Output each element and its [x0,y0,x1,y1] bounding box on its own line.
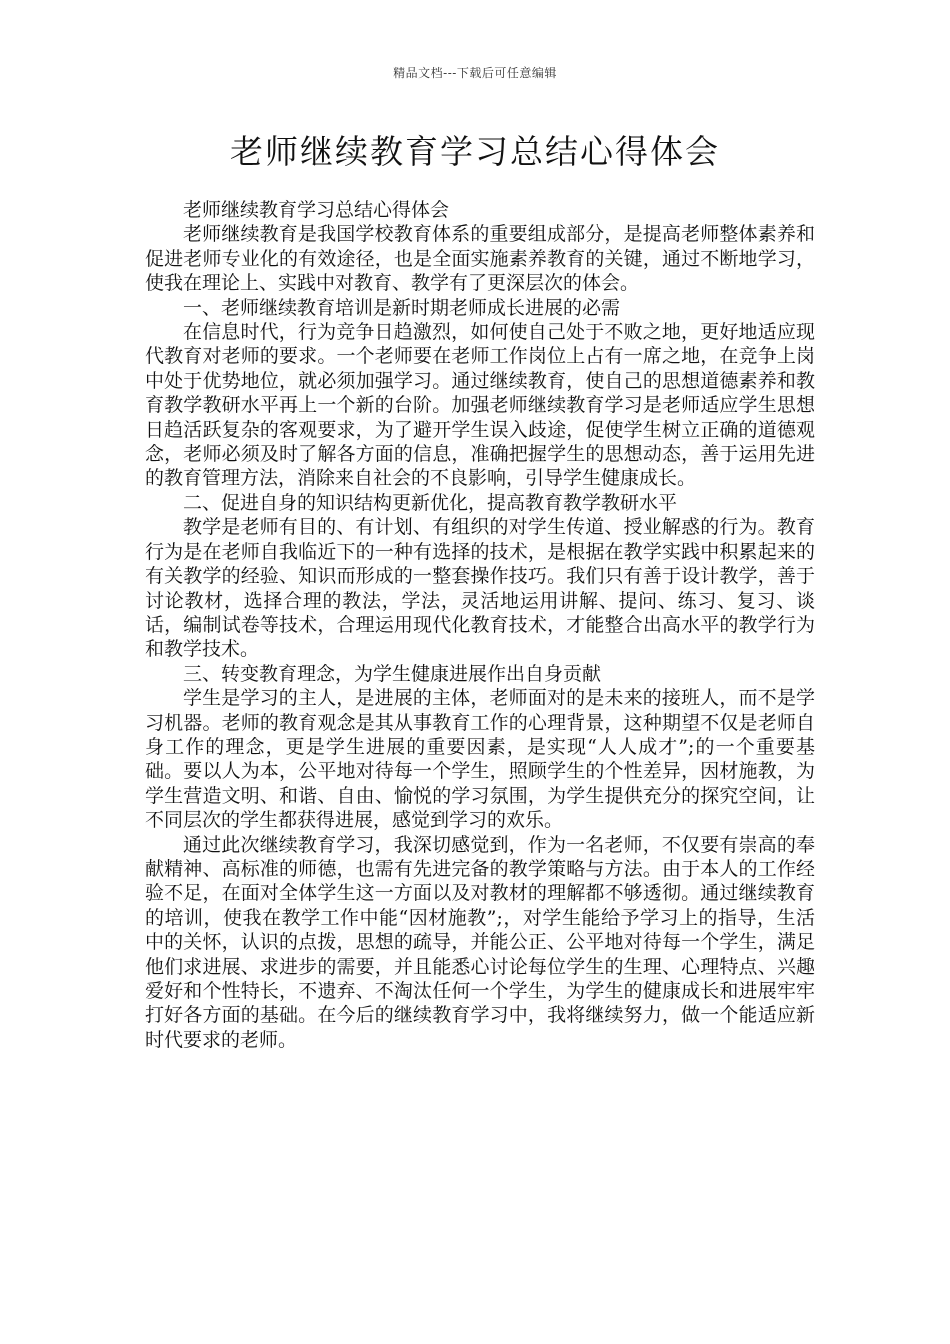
paragraph-intro: 老师继续教育是我国学校教育体系的重要组成部分，是提高老师整体素养和促进老师专业化的有效途径，也是全面实施素养教育的关键，通过不断地学习，使我在理论上、实践中对教育、教学有了更深层次的体会。 [145,223,815,295]
document-body [145,198,815,1052]
paragraph-conclusion: 通过此次继续教育学习，我深切感觉到，作为一名老师，不仅要有崇高的奉献精神、高标准的师德，也需有先进完备的教学策略与方法。由于本人的工作经验不足，在面对全体学生这一方面以及对教材的理解都不够透彻。通过继续教育的培训，使我在教学工作中能“因材施教”;，对学生能给予学习上的指导，生活中的关怀，认识的点拨，思想的疏导，并能公正、公平地对待每一个学生，满足他们求进展、求进步的需要，并且能悉心讨论每位学生的生理、心理特点、兴趣爱好和个性特长，不遗弃、不淘汰任何一个学生，为学生的健康成长和进展牢牢打好各方面的基础。在今后的继续教育学习中，我将继续努力，做一个能适应新时代要求的老师。 [145,833,815,1051]
paragraph-section-1: 在信息时代，行为竞争日趋激烈，如何使自己处于不败之地，更好地适应现代教育对老师的要求。一个老师要在老师工作岗位上占有一席之地，在竞争上岗中处于优势地位，就必须加强学习。通过继续教育，使自己的思想道德素养和教育教学教研水平再上一个新的台阶。加强老师继续教育学习是老师适应学生思想日趋活跃复杂的客观要求，为了避开学生误入歧途，促使学生树立正确的道德观念，老师必须及时了解各方面的信息，准确把握学生的思想动态，善于运用先进的教育管理方法，消除来自社会的不良影响，引导学生健康成长。 [145,321,815,490]
section-heading-1: 一、老师继续教育培训是新时期老师成长进展的必需 [183,296,621,319]
section-heading-3: 三、转变教育理念，为学生健康进展作出自身贡献 [183,662,602,685]
document-title: 老师继续教育学习总结心得体会 [230,132,720,171]
paragraph-section-3: 学生是学习的主人，是进展的主体，老师面对的是未来的接班人，而不是学习机器。老师的教育观念是其从事教育工作的心理背景，这种期望不仅是老师自身工作的理念，更是学生进展的重要因素，是实现“人人成才”;的一个重要基础。要以人为本，公平地对待每一个学生，照顾学生的个性差异，因材施教，为学生营造文明、和谐、自由、愉悦的学习氛围，为学生提供充分的探究空间，让不同层次的学生都获得进展，感觉到学习的欢乐。 [145,687,815,832]
section-heading-2: 二、促进自身的知识结构更新优化，提高教育教学教研水平 [183,491,678,514]
paragraph-subtitle: 老师继续教育学习总结心得体会 [183,199,450,221]
paragraph-section-2: 教学是老师有目的、有计划、有组织的对学生传道、授业解惑的行为。教育行为是在老师自我临近下的一种有选择的技术，是根据在教学实践中积累起来的有关教学的经验、知识而形成的一整套操作技巧。我们只有善于设计教学，善于讨论教材，选择合理的教法，学法，灵活地运用讲解、提问、练习、复习、谈话，编制试卷等技术，合理运用现代化教育技术，才能整合出高水平的教学行为和教学技术。 [145,516,815,661]
header-note: 精品文档---下载后可任意编辑 [393,66,557,80]
